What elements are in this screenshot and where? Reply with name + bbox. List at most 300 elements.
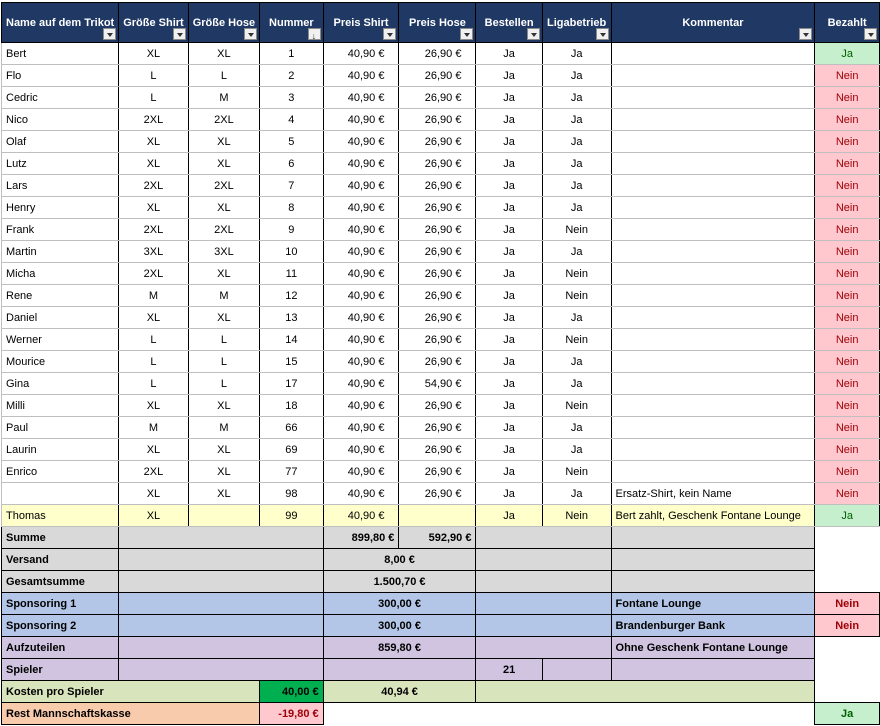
cell-shirt[interactable]: XL — [119, 483, 189, 505]
cell-kommentar[interactable]: Bert zahlt, Geschenk Fontane Lounge — [611, 505, 815, 527]
sponsor1-comment[interactable]: Fontane Lounge — [611, 593, 815, 615]
cell-shirt[interactable]: 2XL — [119, 175, 189, 197]
cell-hose[interactable]: XL — [188, 43, 259, 65]
filter-dropdown-icon[interactable] — [383, 28, 396, 40]
cell-preis-shirt[interactable]: 40,90 € — [323, 461, 399, 483]
cell-bestellen[interactable]: Ja — [476, 461, 542, 483]
cell-hose[interactable]: XL — [188, 483, 259, 505]
header-label: Bestellen — [484, 16, 534, 29]
cell-bestellen[interactable]: Ja — [476, 263, 542, 285]
cell-bestellen[interactable]: Ja — [476, 417, 542, 439]
sponsor1-value[interactable]: 300,00 € — [323, 593, 476, 615]
cell-nummer[interactable]: 2 — [260, 65, 324, 87]
filter-dropdown-icon[interactable] — [173, 28, 186, 40]
sponsor2-blank-2[interactable] — [476, 615, 611, 637]
cell-shirt[interactable]: XL — [119, 131, 189, 153]
cell-preis-shirt[interactable]: 40,90 € — [323, 395, 399, 417]
cell-preis-shirt[interactable]: 40,90 € — [323, 439, 399, 461]
cell-nummer[interactable]: 14 — [260, 329, 324, 351]
trikot-table — [1, 2, 880, 725]
cell-preis-shirt[interactable]: 40,90 € — [323, 483, 399, 505]
cell-bezahlt[interactable]: Nein — [815, 395, 880, 417]
cell-name[interactable]: Gina — [2, 373, 119, 395]
rest-row — [2, 703, 880, 725]
cell-hose[interactable]: L — [188, 351, 259, 373]
cell-name[interactable]: Enrico — [2, 461, 119, 483]
cell-preis-hose[interactable]: 26,90 € — [399, 153, 476, 175]
cell-kommentar[interactable] — [611, 395, 815, 417]
cell-hose[interactable]: M — [188, 285, 259, 307]
cell-hose[interactable]: 2XL — [188, 109, 259, 131]
spieler-blank-2[interactable] — [323, 659, 476, 681]
table-row — [2, 241, 880, 263]
cell-nummer[interactable]: 7 — [260, 175, 324, 197]
versand-label[interactable]: Versand — [2, 549, 119, 571]
rest-value[interactable]: -19,80 € — [260, 703, 324, 725]
cell-hose[interactable]: XL — [188, 307, 259, 329]
empty-cell[interactable] — [323, 703, 815, 725]
spieler-label[interactable]: Spieler — [2, 659, 119, 681]
cell-bezahlt[interactable]: Nein — [815, 153, 880, 175]
cell-preis-hose[interactable]: 26,90 € — [399, 439, 476, 461]
versand-blank[interactable] — [119, 549, 323, 571]
cell-preis-hose[interactable]: 26,90 € — [399, 65, 476, 87]
cell-preis-shirt[interactable]: 40,90 € — [323, 43, 399, 65]
summe-label[interactable]: Summe — [2, 527, 119, 549]
cell-ligabetrieb[interactable]: Ja — [542, 87, 611, 109]
cell-shirt[interactable]: M — [119, 417, 189, 439]
cell-nummer[interactable]: 4 — [260, 109, 324, 131]
versand-comment[interactable] — [611, 549, 815, 571]
kosten-label[interactable]: Kosten pro Spieler — [2, 681, 260, 703]
cell-ligabetrieb[interactable]: Nein — [542, 263, 611, 285]
cell-ligabetrieb[interactable]: Ja — [542, 131, 611, 153]
cell-hose[interactable] — [188, 505, 259, 527]
cell-shirt[interactable]: L — [119, 65, 189, 87]
cell-preis-shirt[interactable]: 40,90 € — [323, 241, 399, 263]
cell-bezahlt[interactable]: Nein — [815, 307, 880, 329]
cell-ligabetrieb[interactable]: Nein — [542, 505, 611, 527]
cell-nummer[interactable]: 3 — [260, 87, 324, 109]
cell-shirt[interactable]: L — [119, 329, 189, 351]
cell-preis-hose[interactable]: 26,90 € — [399, 175, 476, 197]
empty-cell[interactable] — [815, 637, 880, 659]
cell-hose[interactable]: 2XL — [188, 219, 259, 241]
sponsor1-blank-2[interactable] — [476, 593, 611, 615]
cell-bezahlt[interactable]: Nein — [815, 197, 880, 219]
cell-name[interactable]: Flo — [2, 65, 119, 87]
cell-nummer[interactable]: 12 — [260, 285, 324, 307]
cell-kommentar[interactable] — [611, 153, 815, 175]
cell-ligabetrieb[interactable]: Ja — [542, 153, 611, 175]
cell-bezahlt[interactable]: Nein — [815, 109, 880, 131]
cell-shirt[interactable]: 2XL — [119, 263, 189, 285]
table-row — [2, 43, 880, 65]
cell-name[interactable]: Mourice — [2, 351, 119, 373]
cell-bestellen[interactable]: Ja — [476, 505, 542, 527]
empty-cell[interactable] — [815, 527, 880, 549]
cell-preis-hose[interactable]: 26,90 € — [399, 43, 476, 65]
summe-hose[interactable]: 592,90 € — [399, 527, 476, 549]
cell-bezahlt[interactable]: Nein — [815, 219, 880, 241]
cell-preis-hose[interactable]: 26,90 € — [399, 307, 476, 329]
aufteilen-comment[interactable]: Ohne Geschenk Fontane Lounge — [611, 637, 815, 659]
empty-cell[interactable] — [815, 571, 880, 593]
sponsor2-label[interactable]: Sponsoring 2 — [2, 615, 119, 637]
cell-bezahlt[interactable]: Nein — [815, 373, 880, 395]
cell-preis-hose[interactable]: 54,90 € — [399, 373, 476, 395]
cell-shirt[interactable]: XL — [119, 307, 189, 329]
cell-name[interactable]: Cedric — [2, 87, 119, 109]
cell-preis-shirt[interactable]: 40,90 € — [323, 307, 399, 329]
cell-nummer[interactable]: 1 — [260, 43, 324, 65]
cell-bezahlt[interactable]: Nein — [815, 461, 880, 483]
spieler-blank-3[interactable] — [542, 659, 611, 681]
cell-preis-shirt[interactable]: 40,90 € — [323, 197, 399, 219]
cell-bestellen[interactable]: Ja — [476, 153, 542, 175]
cell-hose[interactable]: 2XL — [188, 175, 259, 197]
cell-name[interactable]: Micha — [2, 263, 119, 285]
cell-ligabetrieb[interactable]: Nein — [542, 219, 611, 241]
cell-preis-hose[interactable]: 26,90 € — [399, 109, 476, 131]
cell-nummer[interactable]: 5 — [260, 131, 324, 153]
cell-nummer[interactable]: 9 — [260, 219, 324, 241]
cell-preis-shirt[interactable]: 40,90 € — [323, 109, 399, 131]
cell-name[interactable]: Nico — [2, 109, 119, 131]
cell-name[interactable]: Laurin — [2, 439, 119, 461]
cell-bezahlt[interactable]: Nein — [815, 175, 880, 197]
cell-preis-shirt[interactable]: 40,90 € — [323, 65, 399, 87]
versand-blank-2[interactable] — [476, 549, 611, 571]
cell-shirt[interactable]: L — [119, 351, 189, 373]
cell-hose[interactable]: XL — [188, 461, 259, 483]
cell-bezahlt[interactable]: Nein — [815, 439, 880, 461]
cell-preis-shirt[interactable]: 40,90 € — [323, 505, 399, 527]
header-label: Ligabetrieb — [546, 16, 607, 29]
versand-value[interactable]: 8,00 € — [323, 549, 476, 571]
table-row — [2, 219, 880, 241]
table-row — [2, 483, 880, 505]
cell-kommentar[interactable] — [611, 175, 815, 197]
cell-ligabetrieb[interactable]: Nein — [542, 285, 611, 307]
cell-nummer[interactable]: 11 — [260, 263, 324, 285]
cell-nummer[interactable]: 15 — [260, 351, 324, 373]
cell-nummer[interactable]: 6 — [260, 153, 324, 175]
cell-preis-shirt[interactable]: 40,90 € — [323, 175, 399, 197]
aufteilen-blank-2[interactable] — [476, 637, 611, 659]
table-row — [2, 307, 880, 329]
spieler-value[interactable]: 21 — [476, 659, 542, 681]
cell-hose[interactable]: XL — [188, 263, 259, 285]
cell-bezahlt[interactable]: Nein — [815, 263, 880, 285]
spieler-row — [2, 659, 880, 681]
cell-preis-hose[interactable] — [399, 505, 476, 527]
cell-bestellen[interactable]: Ja — [476, 329, 542, 351]
cell-name[interactable]: Paul — [2, 417, 119, 439]
cell-bestellen[interactable]: Ja — [476, 131, 542, 153]
cell-shirt[interactable]: M — [119, 285, 189, 307]
cell-kommentar[interactable] — [611, 197, 815, 219]
cell-kommentar[interactable] — [611, 285, 815, 307]
filter-dropdown-icon[interactable] — [460, 28, 473, 40]
summe-blank-2[interactable] — [476, 527, 611, 549]
cell-bezahlt[interactable]: Nein — [815, 241, 880, 263]
cell-shirt[interactable]: L — [119, 373, 189, 395]
cell-hose[interactable]: XL — [188, 131, 259, 153]
cell-hose[interactable]: M — [188, 87, 259, 109]
cell-hose[interactable]: XL — [188, 395, 259, 417]
cell-name[interactable]: Daniel — [2, 307, 119, 329]
gesamt-blank-2[interactable] — [476, 571, 611, 593]
aufteilen-value[interactable]: 859,80 € — [323, 637, 476, 659]
cell-preis-hose[interactable]: 26,90 € — [399, 241, 476, 263]
cell-name[interactable]: Milli — [2, 395, 119, 417]
cell-bestellen[interactable]: Ja — [476, 351, 542, 373]
cell-nummer[interactable]: 8 — [260, 197, 324, 219]
cell-ligabetrieb[interactable]: Ja — [542, 307, 611, 329]
cell-nummer[interactable]: 18 — [260, 395, 324, 417]
cell-shirt[interactable]: XL — [119, 395, 189, 417]
filter-dropdown-icon[interactable] — [799, 28, 812, 40]
table-row — [2, 197, 880, 219]
cell-bestellen[interactable]: Ja — [476, 109, 542, 131]
cell-shirt[interactable]: L — [119, 87, 189, 109]
cell-preis-hose[interactable]: 26,90 € — [399, 417, 476, 439]
cell-shirt[interactable]: XL — [119, 505, 189, 527]
cell-bezahlt[interactable]: Nein — [815, 351, 880, 373]
col-header-preis-shirt — [323, 3, 399, 43]
cell-preis-shirt[interactable]: 40,90 € — [323, 329, 399, 351]
cell-bezahlt[interactable]: Nein — [815, 87, 880, 109]
cell-name[interactable]: Bert — [2, 43, 119, 65]
cell-ligabetrieb[interactable]: Ja — [542, 439, 611, 461]
cell-preis-shirt[interactable]: 40,90 € — [323, 263, 399, 285]
cell-kommentar[interactable]: Ersatz-Shirt, kein Name — [611, 483, 815, 505]
sponsor2-bezahlt[interactable]: Nein — [815, 615, 880, 637]
cell-bestellen[interactable]: Ja — [476, 175, 542, 197]
cell-kommentar[interactable] — [611, 439, 815, 461]
cell-name[interactable]: Martin — [2, 241, 119, 263]
cell-bestellen[interactable]: Ja — [476, 373, 542, 395]
cell-name[interactable]: Rene — [2, 285, 119, 307]
cell-kommentar[interactable] — [611, 417, 815, 439]
header-row — [2, 3, 880, 43]
cell-bestellen[interactable]: Ja — [476, 285, 542, 307]
kosten-value[interactable]: 40,00 € — [260, 681, 324, 703]
cell-shirt[interactable]: 2XL — [119, 461, 189, 483]
cell-kommentar[interactable] — [611, 219, 815, 241]
filter-dropdown-icon[interactable] — [527, 28, 540, 40]
cell-shirt[interactable]: XL — [119, 43, 189, 65]
cell-hose[interactable]: 3XL — [188, 241, 259, 263]
cell-preis-shirt[interactable]: 40,90 € — [323, 417, 399, 439]
cell-nummer[interactable]: 98 — [260, 483, 324, 505]
filter-dropdown-icon[interactable] — [244, 28, 257, 40]
cell-ligabetrieb[interactable]: Ja — [542, 175, 611, 197]
cell-preis-hose[interactable]: 26,90 € — [399, 285, 476, 307]
cell-preis-shirt[interactable]: 40,90 € — [323, 373, 399, 395]
cell-kommentar[interactable] — [611, 263, 815, 285]
cell-preis-hose[interactable]: 26,90 € — [399, 131, 476, 153]
filter-dropdown-icon[interactable] — [864, 28, 877, 40]
cell-name[interactable] — [2, 483, 119, 505]
cell-name[interactable]: Olaf — [2, 131, 119, 153]
empty-cell[interactable] — [815, 549, 880, 571]
cell-kommentar[interactable] — [611, 307, 815, 329]
sponsor2-value[interactable]: 300,00 € — [323, 615, 476, 637]
gesamt-value[interactable]: 1.500,70 € — [323, 571, 476, 593]
header-label: Bezahlt — [827, 16, 867, 29]
cell-kommentar[interactable] — [611, 65, 815, 87]
cell-ligabetrieb[interactable]: Ja — [542, 43, 611, 65]
cell-shirt[interactable]: XL — [119, 153, 189, 175]
sponsor1-bezahlt[interactable]: Nein — [815, 593, 880, 615]
cell-nummer[interactable]: 77 — [260, 461, 324, 483]
gesamt-blank[interactable] — [119, 571, 323, 593]
empty-cell[interactable] — [815, 681, 880, 703]
cell-preis-hose[interactable]: 26,90 € — [399, 87, 476, 109]
cell-preis-hose[interactable]: 26,90 € — [399, 219, 476, 241]
kosten-value-2[interactable]: 40,94 € — [323, 681, 476, 703]
sort-filter-icon[interactable] — [308, 28, 321, 40]
table-row — [2, 87, 880, 109]
cell-shirt[interactable]: 2XL — [119, 219, 189, 241]
cell-kommentar[interactable] — [611, 351, 815, 373]
cell-nummer[interactable]: 17 — [260, 373, 324, 395]
cell-bestellen[interactable]: Ja — [476, 65, 542, 87]
cell-nummer[interactable]: 13 — [260, 307, 324, 329]
cell-hose[interactable]: M — [188, 417, 259, 439]
cell-name[interactable]: Lars — [2, 175, 119, 197]
summe-comment[interactable] — [611, 527, 815, 549]
rest-bezahlt[interactable]: Ja — [815, 703, 880, 725]
cell-preis-hose[interactable]: 26,90 € — [399, 329, 476, 351]
header-label: Preis Hose — [409, 16, 466, 29]
cell-preis-shirt[interactable]: 40,90 € — [323, 131, 399, 153]
cell-bestellen[interactable]: Ja — [476, 197, 542, 219]
cell-nummer[interactable]: 10 — [260, 241, 324, 263]
sponsor1-label[interactable]: Sponsoring 1 — [2, 593, 119, 615]
cell-kommentar[interactable] — [611, 241, 815, 263]
table-row — [2, 351, 880, 373]
cell-name[interactable]: Frank — [2, 219, 119, 241]
cell-ligabetrieb[interactable]: Ja — [542, 483, 611, 505]
filter-dropdown-icon[interactable] — [596, 28, 609, 40]
cell-bestellen[interactable]: Ja — [476, 439, 542, 461]
cell-hose[interactable]: XL — [188, 439, 259, 461]
cell-shirt[interactable]: XL — [119, 197, 189, 219]
gesamt-label[interactable]: Gesamtsumme — [2, 571, 119, 593]
cell-bestellen[interactable]: Ja — [476, 241, 542, 263]
cell-ligabetrieb[interactable]: Ja — [542, 197, 611, 219]
cell-kommentar[interactable] — [611, 87, 815, 109]
cell-ligabetrieb[interactable]: Ja — [542, 351, 611, 373]
cell-ligabetrieb[interactable]: Ja — [542, 417, 611, 439]
sponsor2-comment[interactable]: Brandenburger Bank — [611, 615, 815, 637]
cell-preis-hose[interactable]: 26,90 € — [399, 461, 476, 483]
cell-nummer[interactable]: 66 — [260, 417, 324, 439]
cell-nummer[interactable]: 69 — [260, 439, 324, 461]
empty-cell[interactable] — [815, 659, 880, 681]
cell-preis-hose[interactable]: 26,90 € — [399, 483, 476, 505]
cell-kommentar[interactable] — [611, 109, 815, 131]
cell-name[interactable]: Thomas — [2, 505, 119, 527]
cell-kommentar[interactable] — [611, 373, 815, 395]
cell-hose[interactable]: L — [188, 373, 259, 395]
cell-preis-hose[interactable]: 26,90 € — [399, 263, 476, 285]
cell-kommentar[interactable] — [611, 43, 815, 65]
cell-preis-hose[interactable]: 26,90 € — [399, 395, 476, 417]
cell-bestellen[interactable]: Ja — [476, 307, 542, 329]
cell-hose[interactable]: XL — [188, 197, 259, 219]
cell-hose[interactable]: L — [188, 65, 259, 87]
rest-label[interactable]: Rest Mannschaftskasse — [2, 703, 260, 725]
cell-bezahlt[interactable]: Nein — [815, 417, 880, 439]
cell-ligabetrieb[interactable]: Ja — [542, 109, 611, 131]
cell-name[interactable]: Henry — [2, 197, 119, 219]
cell-name[interactable]: Lutz — [2, 153, 119, 175]
cell-kommentar[interactable] — [611, 131, 815, 153]
cell-bezahlt[interactable]: Nein — [815, 483, 880, 505]
spieler-blank[interactable] — [119, 659, 323, 681]
summe-blank[interactable] — [119, 527, 323, 549]
cell-ligabetrieb[interactable]: Ja — [542, 65, 611, 87]
filter-dropdown-icon[interactable] — [103, 28, 116, 40]
sponsor2-blank[interactable] — [119, 615, 323, 637]
aufteilen-label[interactable]: Aufzuteilen — [2, 637, 119, 659]
cell-ligabetrieb[interactable]: Nein — [542, 395, 611, 417]
cell-bezahlt[interactable]: Ja — [815, 505, 880, 527]
cell-bestellen[interactable]: Ja — [476, 483, 542, 505]
kosten-blank[interactable] — [476, 681, 815, 703]
cell-bestellen[interactable]: Ja — [476, 395, 542, 417]
cell-bezahlt[interactable]: Nein — [815, 285, 880, 307]
cell-ligabetrieb[interactable]: Ja — [542, 241, 611, 263]
cell-ligabetrieb[interactable]: Nein — [542, 461, 611, 483]
cell-preis-shirt[interactable]: 40,90 € — [323, 87, 399, 109]
cell-nummer[interactable]: 99 — [260, 505, 324, 527]
cell-name[interactable]: Werner — [2, 329, 119, 351]
cell-preis-hose[interactable]: 26,90 € — [399, 351, 476, 373]
cell-bezahlt[interactable]: Nein — [815, 329, 880, 351]
cell-bestellen[interactable]: Ja — [476, 87, 542, 109]
cell-kommentar[interactable] — [611, 329, 815, 351]
cell-ligabetrieb[interactable]: Ja — [542, 373, 611, 395]
cell-bezahlt[interactable]: Ja — [815, 43, 880, 65]
cell-shirt[interactable]: 3XL — [119, 241, 189, 263]
cell-bestellen[interactable]: Ja — [476, 219, 542, 241]
cell-bestellen[interactable]: Ja — [476, 43, 542, 65]
cell-preis-hose[interactable]: 26,90 € — [399, 197, 476, 219]
cell-preis-shirt[interactable]: 40,90 € — [323, 351, 399, 373]
cell-kommentar[interactable] — [611, 461, 815, 483]
cell-preis-shirt[interactable]: 40,90 € — [323, 219, 399, 241]
sponsor1-blank[interactable] — [119, 593, 323, 615]
cell-shirt[interactable]: XL — [119, 439, 189, 461]
cell-bezahlt[interactable]: Nein — [815, 65, 880, 87]
cell-ligabetrieb[interactable]: Nein — [542, 329, 611, 351]
cell-hose[interactable]: XL — [188, 153, 259, 175]
cell-preis-shirt[interactable]: 40,90 € — [323, 285, 399, 307]
summe-shirt[interactable]: 899,80 € — [323, 527, 399, 549]
spieler-comment[interactable] — [611, 659, 815, 681]
gesamt-comment[interactable] — [611, 571, 815, 593]
cell-bezahlt[interactable]: Nein — [815, 131, 880, 153]
cell-hose[interactable]: L — [188, 329, 259, 351]
aufteilen-blank[interactable] — [119, 637, 323, 659]
cell-preis-shirt[interactable]: 40,90 € — [323, 153, 399, 175]
cell-shirt[interactable]: 2XL — [119, 109, 189, 131]
